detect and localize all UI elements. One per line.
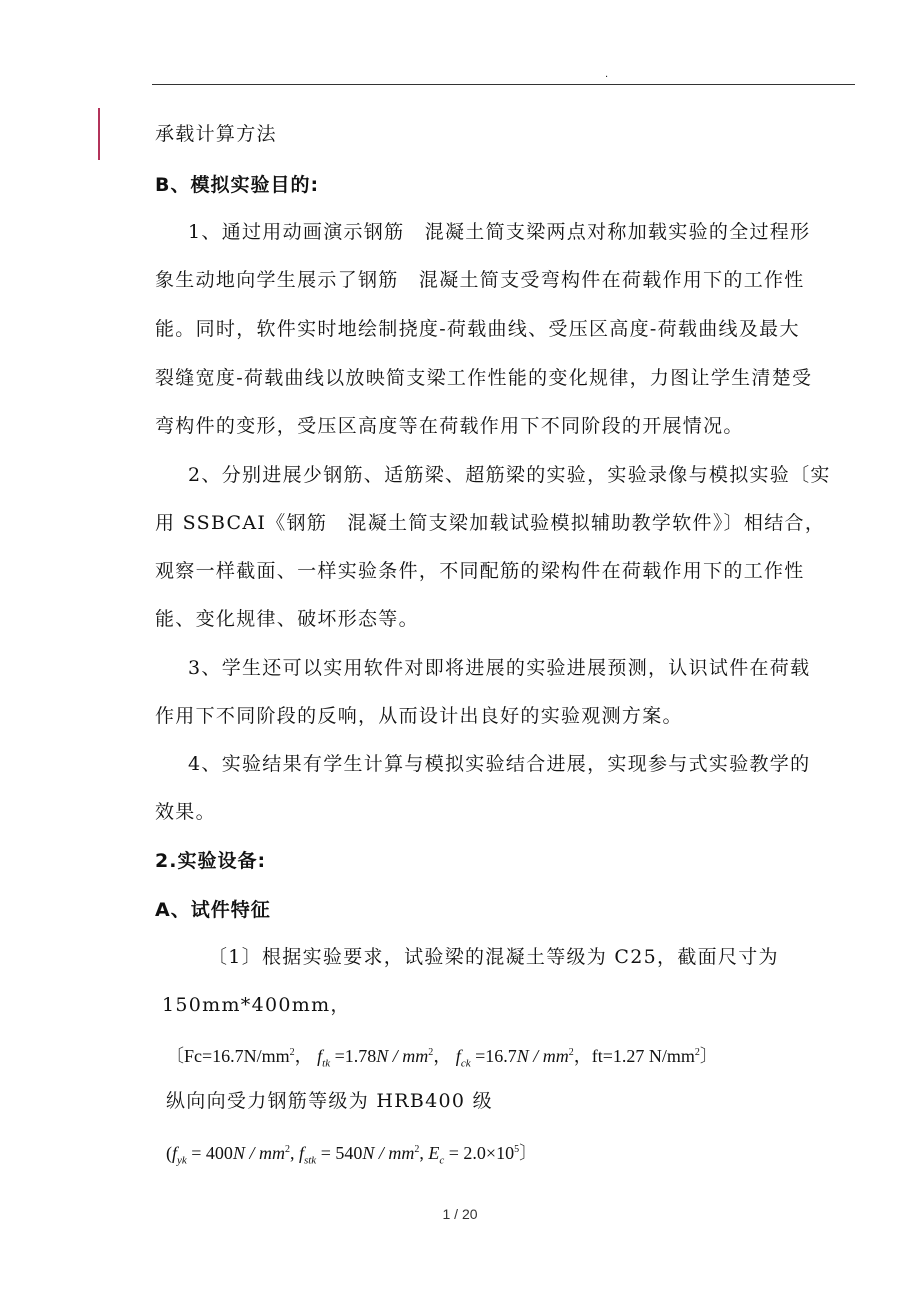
rebar-grade-line: 纵向向受力钢筋等级为 HRB400 级 — [166, 1090, 493, 1112]
concrete-strength-formula: 〔$Fc=16.7N/mm^2$， $f_{tk} =1.78N / mm^2$， $f_{ck} =16.7N / mm^2$，ft=1.27 $N/mm^2$〕 — [166, 1046, 718, 1070]
margin-change-bar — [98, 108, 100, 160]
section-heading-purpose: B、模拟实验目的: — [155, 174, 320, 196]
rebar-strength-formula: ($f_{yk} = 400N / mm^2$, $f_{stk} = 540N / mm^2$, $E_c = 2.0\times 10^5$〕 — [166, 1143, 538, 1167]
paragraph-2-line-1: 2、分别进展少钢筋、适筋梁、超筋梁的实验，实验录像与模拟实验〔实 — [188, 464, 831, 486]
header-rule — [152, 84, 855, 85]
paragraph-2-line-2: 用 SSBCAI《钢筋 混凝土简支梁加载试验模拟辅助教学软件》〕相结合， — [155, 512, 826, 534]
paragraph-1-line-5: 弯构件的变形，受压区高度等在荷载作用下不同阶段的开展情况。 — [155, 415, 744, 437]
paragraph-1-line-4: 裂缝宽度-荷载曲线以放映简支梁工作性能的变化规律，力图让学生清楚受 — [155, 367, 813, 389]
section-heading-specimen: A、试件特征 — [155, 899, 271, 921]
paragraph-2-line-4: 能、变化规律、破坏形态等。 — [155, 608, 419, 630]
section-heading-method: 承载计算方法 — [155, 123, 277, 145]
paragraph-2-line-3: 观察一样截面、一样实验条件，不同配筋的梁构件在荷载作用下的工作性 — [155, 560, 805, 582]
specimen-requirement-line-1: 〔1〕根据实验要求，试验梁的混凝土等级为 C25，截面尺寸为 — [208, 946, 779, 968]
paragraph-3-line-2: 作用下不同阶段的反响，从而设计出良好的实验观测方案。 — [155, 705, 683, 727]
paragraph-1-line-2: 象生动地向学生展示了钢筋 混凝土简支受弯构件在荷载作用下的工作性 — [155, 269, 805, 291]
paragraph-1-line-1: 1、通过用动画演示钢筋 混凝土简支梁两点对称加载实验的全过程形 — [188, 221, 811, 243]
paragraph-4-line-2: 效果。 — [155, 801, 216, 823]
paragraph-3-line-1: 3、学生还可以实用软件对即将进展的实验进展预测，认识试件在荷载 — [188, 657, 811, 679]
paragraph-4-line-1: 4、实验结果有学生计算与模拟实验结合进展，实现参与式实验教学的 — [188, 753, 811, 775]
paragraph-1-line-3: 能。同时，软件实时地绘制挠度-荷载曲线、受压区高度-荷载曲线及最大 — [155, 318, 800, 340]
page-number: 1 / 20 — [442, 1206, 478, 1222]
section-heading-equipment: 2.实验设备: — [155, 850, 267, 872]
header-dot: . — [605, 69, 609, 80]
specimen-requirement-line-2: 150mm*400mm， — [162, 994, 351, 1016]
